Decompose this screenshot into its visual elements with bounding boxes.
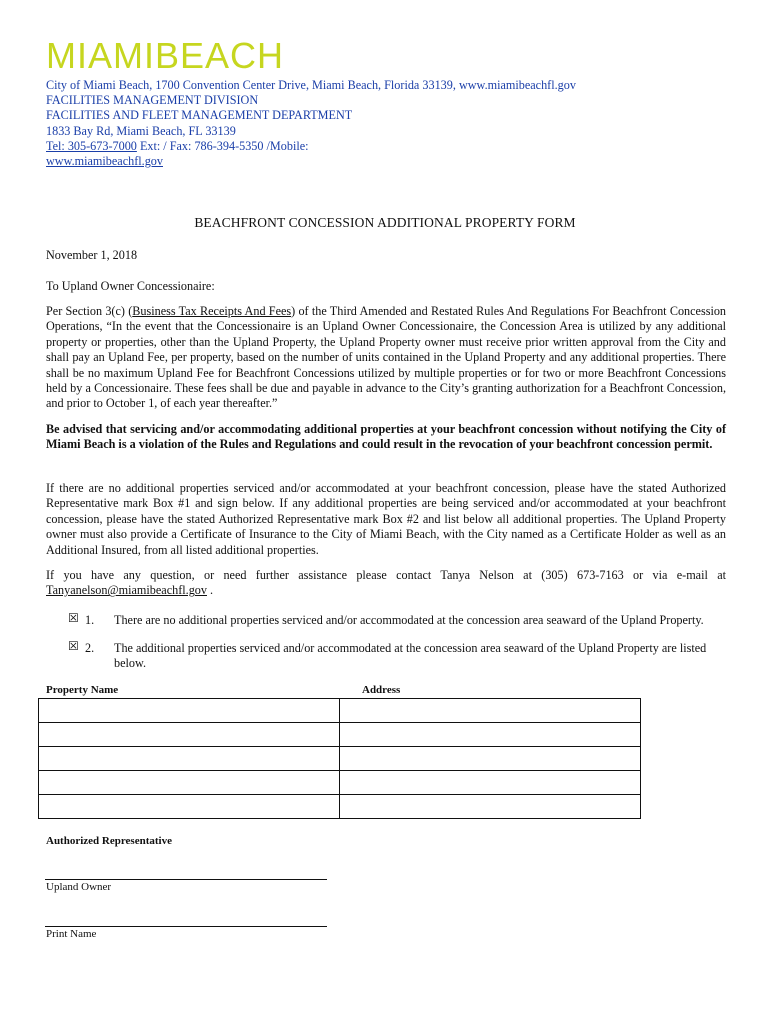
property-name-cell[interactable]: [39, 795, 340, 819]
table-row: [39, 699, 641, 723]
contact-paragraph: [46, 568, 726, 599]
address-cell[interactable]: [340, 723, 641, 747]
rules-section-link: Business Tax Receipts And Fees: [132, 304, 292, 318]
property-name-header: Property Name: [46, 684, 119, 696]
form-title: BEACHFRONT CONCESSION ADDITIONAL PROPERTY FORM: [194, 215, 576, 230]
print-name-label: Print Name: [46, 928, 97, 940]
address-cell[interactable]: [340, 795, 641, 819]
website-link[interactable]: www.miamibeachfl.gov: [46, 154, 163, 169]
letterhead-street: 1833 Bay Rd, Miami Beach, FL 33139: [46, 123, 236, 138]
option-1-text: There are no additional properties serviced and/or accommodated at the concession area seaward of the Upland Property.: [114, 613, 704, 627]
print-name-line[interactable]: [45, 926, 327, 927]
letterhead-department: FACILITIES AND FLEET MANAGEMENT DEPARTMENT: [46, 108, 353, 123]
contact-email-link[interactable]: Tanyanelson@miamibeachfl.gov: [46, 583, 207, 598]
property-name-cell[interactable]: [39, 723, 340, 747]
warning-paragraph: Be advised that servicing and/or accommodating additional properties at your beachfront concession without notifying the City of Miami Beach is a violation of the Rules and Regulations and could result in the revocation of your beachfront concession permit.: [46, 422, 726, 452]
miami-beach-logo: [46, 36, 284, 76]
table-row: [39, 795, 641, 819]
table-row: [39, 747, 641, 771]
phone-link[interactable]: Tel: 305-673-7000: [46, 138, 137, 153]
letterhead-phone: [46, 139, 726, 154]
table-row: [39, 771, 641, 795]
property-name-cell[interactable]: [39, 771, 340, 795]
contact-text: If you have any question, or need further assistance please contact Tanya Nelson at (305) 673-7163 or via e-mail at: [46, 568, 726, 582]
greeting: To Upland Owner Concessionaire:: [46, 279, 215, 293]
contact-end: .: [206, 583, 214, 598]
address-cell[interactable]: [340, 771, 641, 795]
upland-owner-signature-line[interactable]: [45, 879, 327, 880]
address-cell[interactable]: [340, 747, 641, 771]
upland-owner-label: Upland Owner: [46, 881, 112, 893]
option-1-number: 1.: [85, 613, 95, 627]
letterhead-division: FACILITIES MANAGEMENT DIVISION: [46, 93, 259, 108]
option-1-checkbox[interactable]: ☒: [68, 611, 79, 625]
rules-body: ) of the Third Amended and Restated Rules And Regulations For Beachfront Concession Operations, “In the event that the Concessionaire is an Upland Owner Concessionaire, the Concession Area is utilized by any additional property or properties, other than the Upland Property, the Upland Property owner must receive prior written approval from the City and shall pay an Upland Fee, per property, based on the number of units contained in the Upland Property and any additional properties. There shall be no maximum Upland Fee for Beachfront Concessions utilized by multiple properties or for two or more Beachfront Concessions held by a Concessionaire. These fees shall be due and payable in advance to the City’s granting authorization for a Beachfront Concession, and prior to October 1, of each year thereafter.”: [46, 304, 727, 411]
phone-rest: Ext: / Fax: 786-394-5350 /Mobile:: [136, 138, 309, 153]
logo-beach-text: BEACH: [155, 35, 285, 76]
properties-table: [38, 698, 641, 819]
letter-date: November 1, 2018: [46, 248, 138, 262]
address-cell[interactable]: [340, 699, 641, 723]
option-2-text: The additional properties serviced and/or accommodated at the concession area seaward of the Upland Property are listed below.: [114, 641, 707, 671]
authorized-representative-heading: Authorized Representative: [46, 835, 172, 847]
rules-paragraph: [46, 304, 726, 412]
property-name-cell[interactable]: [39, 699, 340, 723]
table-row: [39, 723, 641, 747]
property-name-cell[interactable]: [39, 747, 340, 771]
rules-prefix: Per Section 3(c) (: [46, 304, 133, 318]
logo-miami-text: MIAMI: [46, 35, 155, 76]
address-header: Address: [362, 684, 401, 696]
option-2-checkbox[interactable]: ☒: [68, 639, 79, 653]
letterhead: [46, 78, 726, 169]
instructions-paragraph: If there are no additional properties serviced and/or accommodated at your beachfront concession, please have the stated Authorized Representative mark Box #1 and sign below. If any additional properties are being serviced and/or accommodated at your beachfront concession, please have the stated Authorized Representative mark Box #2 and list below all additional properties. The Upland Property owner must also provide a Certificate of Insurance to the City of Miami Beach, with the City named as a Certificate Holder as well as an Additional Insured, from all listed additional properties.: [46, 481, 726, 557]
letterhead-address: City of Miami Beach, 1700 Convention Center Drive, Miami Beach, Florida 33139, www.miamibeachfl.gov: [46, 78, 576, 92]
option-2-number: 2.: [85, 641, 95, 655]
